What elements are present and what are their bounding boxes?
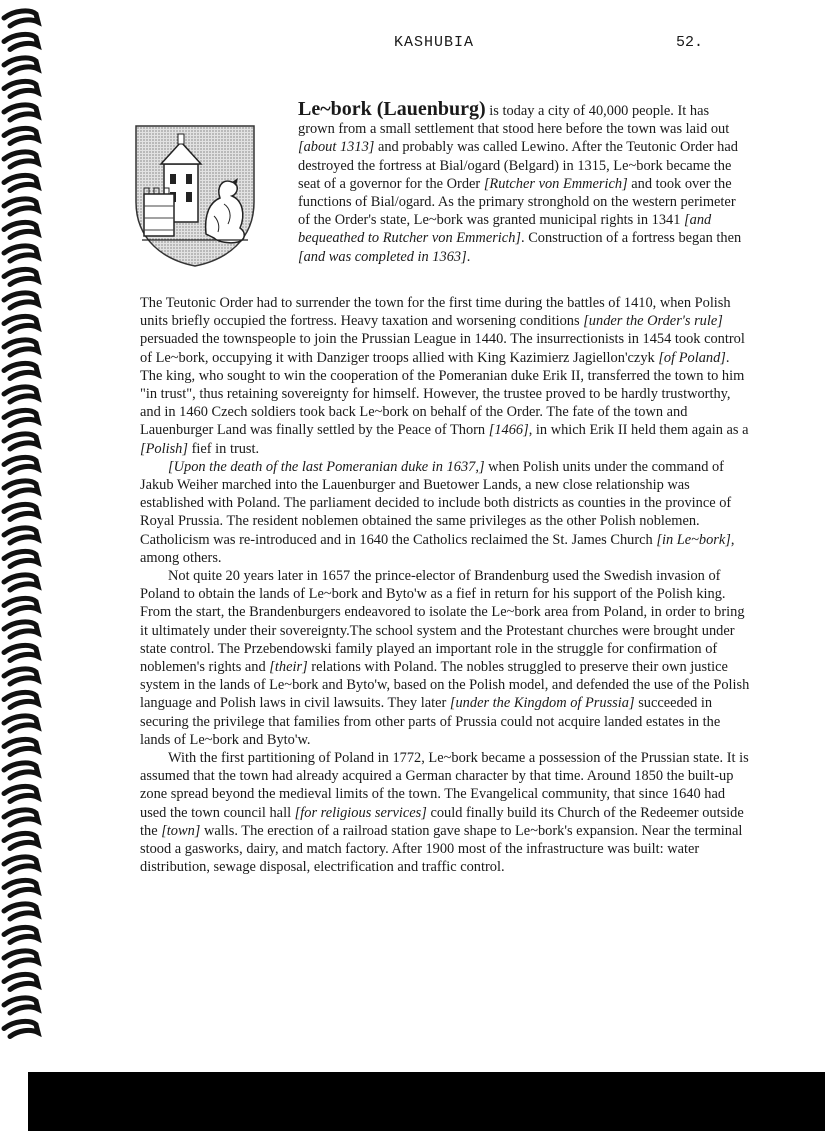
text-run: could finally build its Church of the Redeemer outside the (140, 804, 744, 839)
binding-coil (4, 739, 38, 754)
binding-coil (4, 857, 38, 872)
binding-coil (4, 669, 38, 684)
text-run: is today a city of 40,000 people. It has grown from a small settlement that stood here before the town was laid out (298, 103, 730, 138)
italic-note: [and bequeathed to Rutcher von Emmerich] (298, 212, 712, 247)
text-run: when Polish units under the command of Jakub Weiher marched into the Lauenburger and Buetower Lands, a new close relationship was established with Poland. The parliament decided to include both districts as counties in the province of Royal Prussia. The resident noblemen obtained the same privileges as the other Polish noblemen. Catholicism was re-introduced and in 1640 the Catholics reclaimed the St. James Church (140, 458, 732, 548)
binding-coil (4, 363, 38, 378)
paragraph-4 (140, 749, 752, 876)
binding-coil (4, 575, 38, 590)
running-title: KASHUBIA (394, 34, 475, 51)
italic-note: [for religious services] (294, 804, 427, 821)
binding-coil (4, 11, 38, 26)
binding-coil (4, 692, 38, 707)
italic-note: [their] (269, 659, 308, 676)
binding-coil (4, 786, 38, 801)
intro-paragraph (298, 99, 748, 266)
italic-note: [about 1313] (298, 139, 375, 156)
binding-coil (4, 833, 38, 848)
binding-coil (4, 340, 38, 355)
article-heading: Le~bork (Lauenburg) (298, 98, 486, 120)
binding-coil (4, 622, 38, 637)
italic-note: [of Poland] (658, 349, 726, 366)
binding-coil (4, 222, 38, 237)
binding-coil (4, 316, 38, 331)
text-run: and probably was called Lewino. After the Teutonic Order had destroyed the fortress at Bial/ogard (Belgard) in 1315, Le~bork became the seat of a governor for the Order (298, 139, 738, 192)
binding-coil (4, 434, 38, 449)
binding-coil (4, 457, 38, 472)
binding-coil (4, 528, 38, 543)
binding-coil (4, 904, 38, 919)
coat-of-arms-icon (134, 124, 256, 268)
binding-coil (4, 269, 38, 284)
binding-coil (4, 481, 38, 496)
binding-coil (4, 81, 38, 96)
text-run: relations with Poland. The nobles struggled to preserve their own justice system in the lands of Le~bork and Byto'w, based on the Polish model, and defended the use of the Polish language and Polish laws in civil lawsuits. They later (140, 659, 750, 712)
text-run: succeeded in securing the privilege that families from other parts of Prussia could not acquire landed estates in the lands of Le~bork and Byto'w. (140, 695, 721, 748)
binding-coil (4, 199, 38, 214)
binding-coil (4, 105, 38, 120)
text-run: , in which Erik II held them again as a (528, 422, 749, 439)
binding-coil (4, 293, 38, 308)
paragraph-3 (140, 567, 752, 749)
italic-note: [under the Kingdom of Prussia] (449, 695, 635, 712)
page-number: 52. (676, 34, 704, 51)
binding-coil (4, 927, 38, 942)
binding-coil (4, 58, 38, 73)
binding-coil (4, 810, 38, 825)
page-header (0, 34, 825, 58)
text-run: and took over the functions of Bial/ogard. As the primary stronghold on the western perimeter of the Order's state, Le~bork was granted municipal rights in 1341 (298, 175, 736, 229)
italic-note: [Upon the death of the last Pomeranian duke in 1637,] (168, 458, 485, 475)
text-run: walls. The erection of a railroad station gave shape to Le~bork's expansion. Near the terminal stood a gasworks, dairy, and match factory. After 1900 most of the infrastructure was built: water distribution, sewage disposal, electrification and traffic control. (140, 822, 743, 876)
binding-coil (4, 951, 38, 966)
spiral-binding (0, 0, 70, 1070)
text-run: The Teutonic Order had to surrender the town for the first time during the battles of 1410, when Polish units briefly occupied the fortress. Heavy taxation and worsening conditions (140, 295, 731, 330)
binding-coil (4, 175, 38, 190)
text-run: fief in trust. (187, 440, 260, 457)
paragraph-1 (140, 294, 752, 458)
text-run: With the first partitioning of Poland in 1772, Le~bork became a possession of the Prussian state. It is assumed that the town had already acquired a German character by that time. Around 1850 the built-up zone spread beyond the medieval limits of the town. The Evangelical community, that since 1640 had used the town council hall (140, 750, 749, 821)
text-run: Not quite 20 years later in 1657 the prince-elector of Brandenburg used the Swedish invasion of Poland to obtain the lands of Le~bork and Byto'w as a fief in return for his support of the Polish king. From the start, the Brandenburgers endeavored to isolate the Le~bork area from Poland, in order to bring it ultimately under their sovereignty.The school system and the Protestant churches were brought under state control. The Przebendowski family played an important role in the struggle for confirmation of noblemen's rights and (140, 568, 745, 676)
binding-coil (4, 998, 38, 1013)
italic-note: [Polish] (140, 440, 188, 457)
text-run: . Construction of a fortress began then (521, 230, 742, 247)
italic-note: [and was completed in 1363] (298, 248, 467, 265)
binding-coil (4, 128, 38, 143)
italic-note: [Rutcher von Emmerich] (483, 175, 628, 192)
italic-note: [town] (161, 822, 201, 839)
binding-coil (4, 504, 38, 519)
binding-coil (4, 1021, 38, 1036)
text-run: persuaded the townspeople to join the Prussian League in 1440. The insurrectionists in 1454 took control of Le~bork, occupying it with Danziger troops allied with King Kazimierz Jagiellon'czyk (140, 331, 745, 366)
binding-coil (4, 598, 38, 613)
binding-coil (4, 410, 38, 425)
paragraph-2 (140, 458, 752, 567)
text-run: . The king, who sought to win the cooperation of the Pomeranian duke Erik II, transferred the town to him "in trust", thus retaining sovereignty for himself. However, the trustee proved to be hardly trustworthy, and in 1460 Czech soldiers took back Le~bork on behalf of the Order. The fate of the town and Lauenburger Land was finally settled by the Peace of Thorn (140, 349, 745, 439)
binding-coil (4, 763, 38, 778)
binding-coil (4, 880, 38, 895)
binding-coil (4, 551, 38, 566)
binding-coil (4, 152, 38, 167)
binding-coil (4, 645, 38, 660)
binding-coil (4, 246, 38, 261)
text-run: . (466, 248, 471, 265)
binding-coil (4, 974, 38, 989)
italic-note: [1466] (488, 422, 529, 439)
binding-coil (4, 716, 38, 731)
text-run: , among others. (140, 531, 735, 566)
italic-note: [in Le~bork] (656, 531, 731, 548)
italic-note: [under the Order's rule] (583, 313, 723, 330)
binding-coil (4, 387, 38, 402)
scan-edge-bar (28, 1072, 825, 1131)
body-text (140, 294, 752, 877)
